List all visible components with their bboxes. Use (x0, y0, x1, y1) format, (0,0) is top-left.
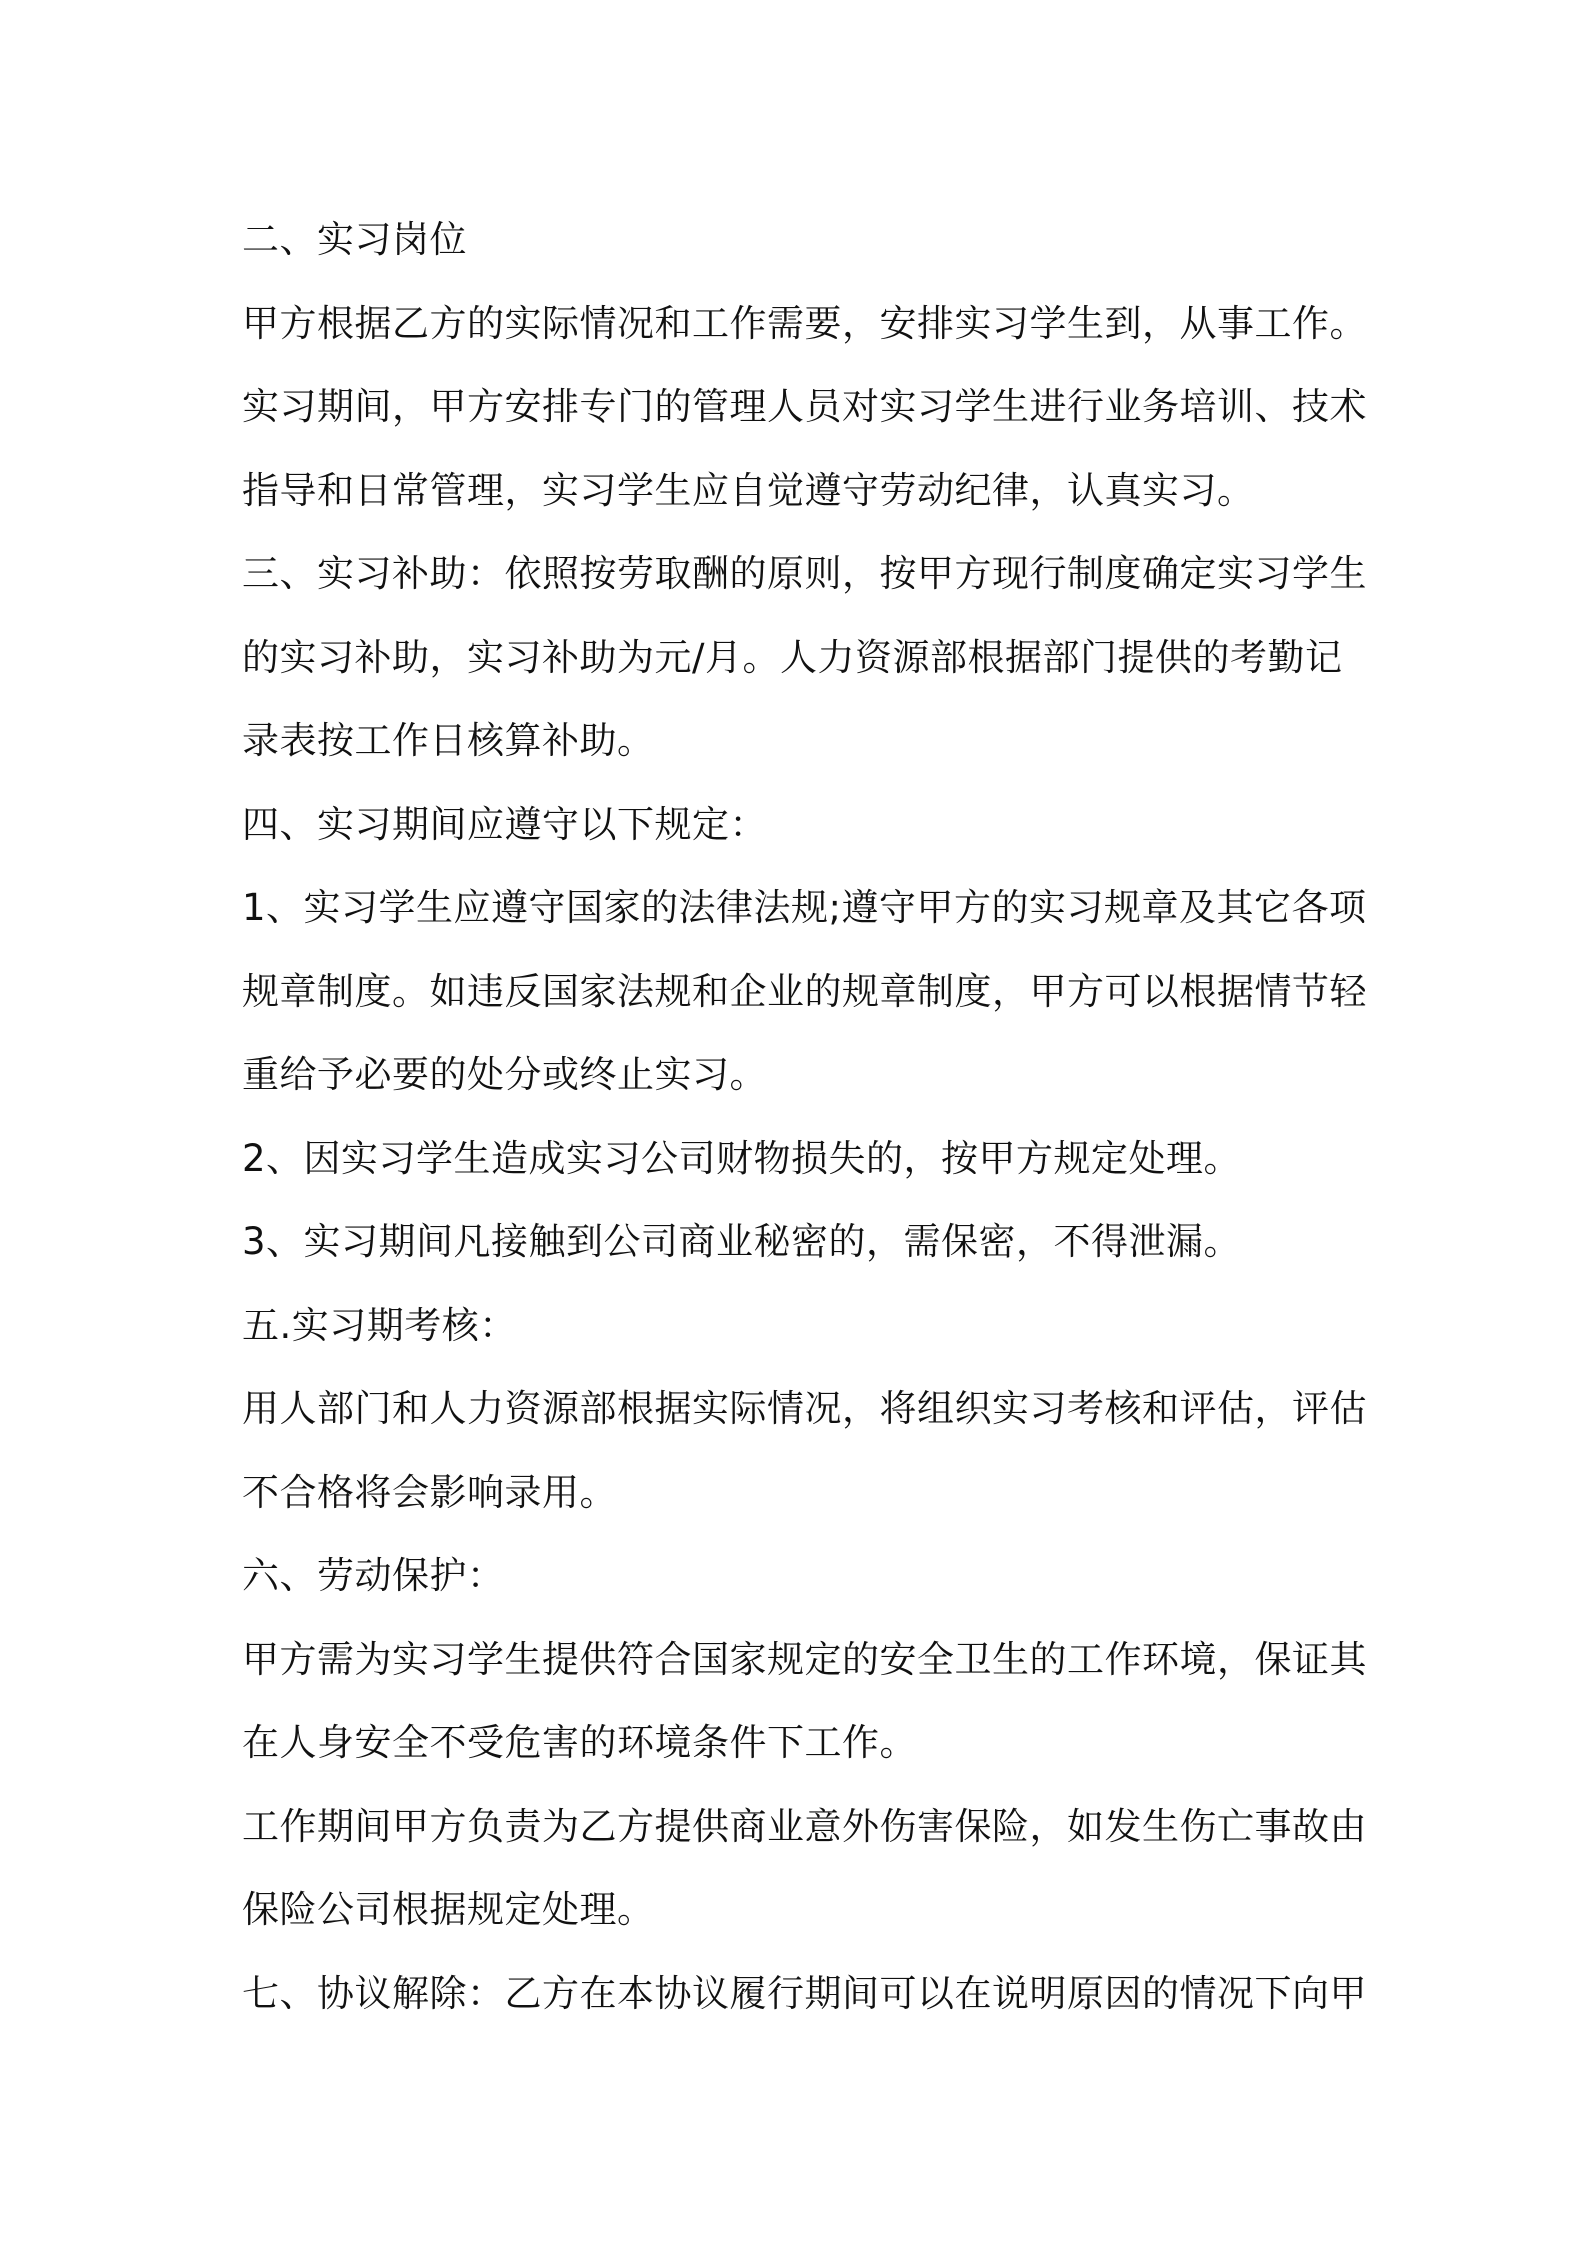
section-heading-internship-position: 二、实习岗位 (242, 218, 467, 261)
paragraph-line: 指导和日常管理，实习学生应自觉遵守劳动纪律，认真实习。 (242, 468, 1255, 512)
section-heading-rules: 四、实习期间应遵守以下规定： (242, 802, 767, 846)
list-item-line: 1、实习学生应遵守国家的法律法规;遵守甲方的实习规章及其它各项 (242, 886, 1367, 929)
list-item-line: 3、实习期间凡接触到公司商业秘密的，需保密，不得泄漏。 (242, 1220, 1242, 1263)
document-body (242, 198, 1367, 2035)
list-item-line: 规章制度。如违反国家法规和企业的规章制度，甲方可以根据情节轻 (242, 969, 1367, 1013)
paragraph-line: 保险公司根据规定处理。 (242, 1888, 655, 1931)
paragraph-line: 实习期间，甲方安排专门的管理人员对实习学生进行业务培训、技术 (242, 385, 1367, 428)
section-heading-labor-protection: 六、劳动保护： (242, 1554, 505, 1597)
paragraph-line: 用人部门和人力资源部根据实际情况，将组织实习考核和评估，评估 (242, 1387, 1367, 1430)
section-heading-assessment: 五.实习期考核： (242, 1303, 517, 1347)
section-heading-termination: 七、协议解除：乙方在本协议履行期间可以在说明原因的情况下向甲 (242, 1971, 1367, 2015)
list-item-line: 重给予必要的处分或终止实习。 (242, 1053, 767, 1096)
paragraph-line: 工作期间甲方负责为乙方提供商业意外伤害保险，如发生伤亡事故由 (242, 1804, 1367, 1848)
paragraph-line: 录表按工作日核算补助。 (242, 719, 655, 762)
paragraph-line: 甲方根据乙方的实际情况和工作需要，安排实习学生到，从事工作。 (242, 301, 1367, 345)
list-item-line: 2、因实习学生造成实习公司财物损失的，按甲方规定处理。 (242, 1136, 1242, 1180)
section-heading-internship-allowance: 三、实习补助：依照按劳取酬的原则，按甲方现行制度确定实习学生 (242, 552, 1367, 595)
paragraph-line: 甲方需为实习学生提供符合国家规定的安全卫生的工作环境，保证其 (242, 1637, 1367, 1681)
paragraph-line: 的实习补助，实习补助为元/月。人力资源部根据部门提供的考勤记 (242, 635, 1343, 679)
paragraph-line: 在人身安全不受危害的环境条件下工作。 (242, 1721, 917, 1764)
paragraph-line: 不合格将会影响录用。 (242, 1470, 617, 1514)
